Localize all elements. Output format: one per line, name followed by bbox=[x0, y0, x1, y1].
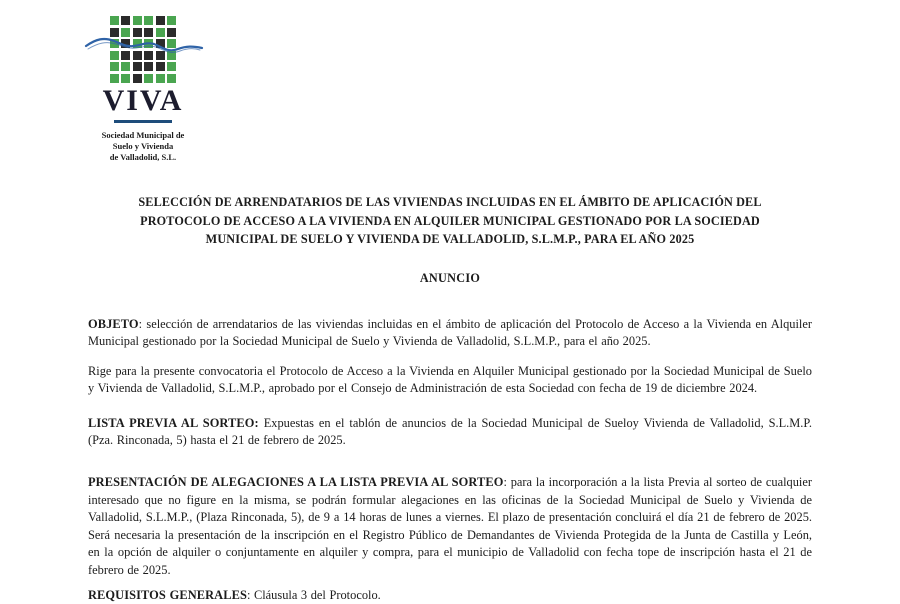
document-title bbox=[88, 193, 812, 249]
logo-grid-cell bbox=[167, 62, 176, 71]
paragraph-heading: OBJETO bbox=[88, 317, 139, 331]
paragraph bbox=[88, 474, 812, 580]
paragraph-text: : selección de arrendatarios de las viviendas incluidas en el ámbito de aplicación del Protocolo de Acceso a la Vivienda en Alquiler Municipal gestionado por la Sociedad Municipal de Suelo y Vivienda de Valladolid, S.L.M.P., para el año 2025. bbox=[88, 317, 812, 349]
document-content bbox=[88, 193, 812, 604]
paragraph-text: : Cláusula 3 del Protocolo. bbox=[247, 588, 381, 602]
logo-grid-cell bbox=[121, 74, 130, 83]
logo-grid-cell bbox=[121, 16, 130, 25]
paragraph bbox=[88, 587, 812, 604]
logo-grid-cell bbox=[167, 74, 176, 83]
river-wave-icon bbox=[86, 33, 202, 57]
title-line: PROTOCOLO DE ACCESO A LA VIVIENDA EN ALQUILER MUNICIPAL GESTIONADO POR LA SOCIEDAD bbox=[88, 212, 812, 231]
logo-org-line: Suelo y Vivienda bbox=[87, 141, 199, 152]
logo-grid-cell bbox=[156, 16, 165, 25]
logo-org-name bbox=[87, 130, 199, 163]
viva-logo-grid-icon bbox=[110, 16, 177, 83]
logo-grid-cell bbox=[133, 74, 142, 83]
logo-grid-cell bbox=[156, 62, 165, 71]
logo-grid-cell bbox=[144, 62, 153, 71]
paragraph-text: Expuestas en el tablón de anuncios de la Sociedad Municipal de Sueloy Vivienda de Valladolid, S.L.M.P. (Pza. Rinconada, 5) hasta el 21 de febrero de 2025. bbox=[88, 416, 812, 448]
paragraph bbox=[88, 415, 812, 450]
logo-org-line: de Valladolid, S.L. bbox=[87, 152, 199, 163]
paragraph bbox=[88, 363, 812, 398]
logo-org-line: Sociedad Municipal de bbox=[87, 130, 199, 141]
title-line: MUNICIPAL DE SUELO Y VIVIENDA DE VALLADOLID, S.L.M.P., PARA EL AÑO 2025 bbox=[88, 230, 812, 249]
logo-grid-cell bbox=[110, 74, 119, 83]
logo-grid-cell bbox=[121, 62, 130, 71]
logo-grid-cell bbox=[133, 62, 142, 71]
logo-grid-cell bbox=[110, 62, 119, 71]
paragraph-heading: REQUISITOS GENERALES bbox=[88, 588, 247, 602]
logo-wordmark: VIVA bbox=[87, 87, 199, 115]
logo-grid-cell bbox=[110, 16, 119, 25]
paragraph-text: : para la incorporación a la lista Previa al sorteo de cualquier interesado que no figure en la misma, se podrán formular alegaciones en las oficinas de la Sociedad Municipal de Suelo y Vivienda de Valladolid, S.L.M.P., (Plaza Rinconada, 5), de 9 a 14 horas de lunes a viernes. El plazo de presentación concluirá el día 21 de febrero de 2025. Será necesaria la presentación de la inscripción en el Registro Público de Demandantes de Vivienda Protegida de la Junta de Castilla y León, en la opción de alquiler o conjuntamente en alquiler y compra, para el municipio de Valladolid con fecha tope de inscripción hasta el 21 de febrero de 2025. bbox=[88, 475, 812, 577]
logo-underline bbox=[114, 120, 172, 123]
paragraph-text: Rige para la presente convocatoria el Protocolo de Acceso a la Vivienda en Alquiler Municipal gestionado por la Sociedad Municipal de Suelo y Vivienda de Valladolid, S.L.M.P., aprobado por el Consejo de Administración de esta Sociedad con fecha de 19 de diciembre 2024. bbox=[88, 364, 812, 396]
paragraph-heading: PRESENTACIÓN DE ALEGACIONES A LA LISTA PREVIA AL SORTEO bbox=[88, 475, 503, 489]
viva-logo bbox=[87, 16, 199, 163]
logo-grid-cell bbox=[156, 74, 165, 83]
paragraph bbox=[88, 316, 812, 351]
logo-grid-cell bbox=[144, 16, 153, 25]
logo-grid-cell bbox=[144, 74, 153, 83]
document-body bbox=[88, 316, 812, 604]
logo-grid-cell bbox=[167, 16, 176, 25]
document-subtitle: ANUNCIO bbox=[88, 271, 812, 286]
paragraph-heading: LISTA PREVIA AL SORTEO: bbox=[88, 416, 259, 430]
logo-grid-cell bbox=[133, 16, 142, 25]
title-line: SELECCIÓN DE ARRENDATARIOS DE LAS VIVIENDAS INCLUIDAS EN EL ÁMBITO DE APLICACIÓN DEL bbox=[88, 193, 812, 212]
